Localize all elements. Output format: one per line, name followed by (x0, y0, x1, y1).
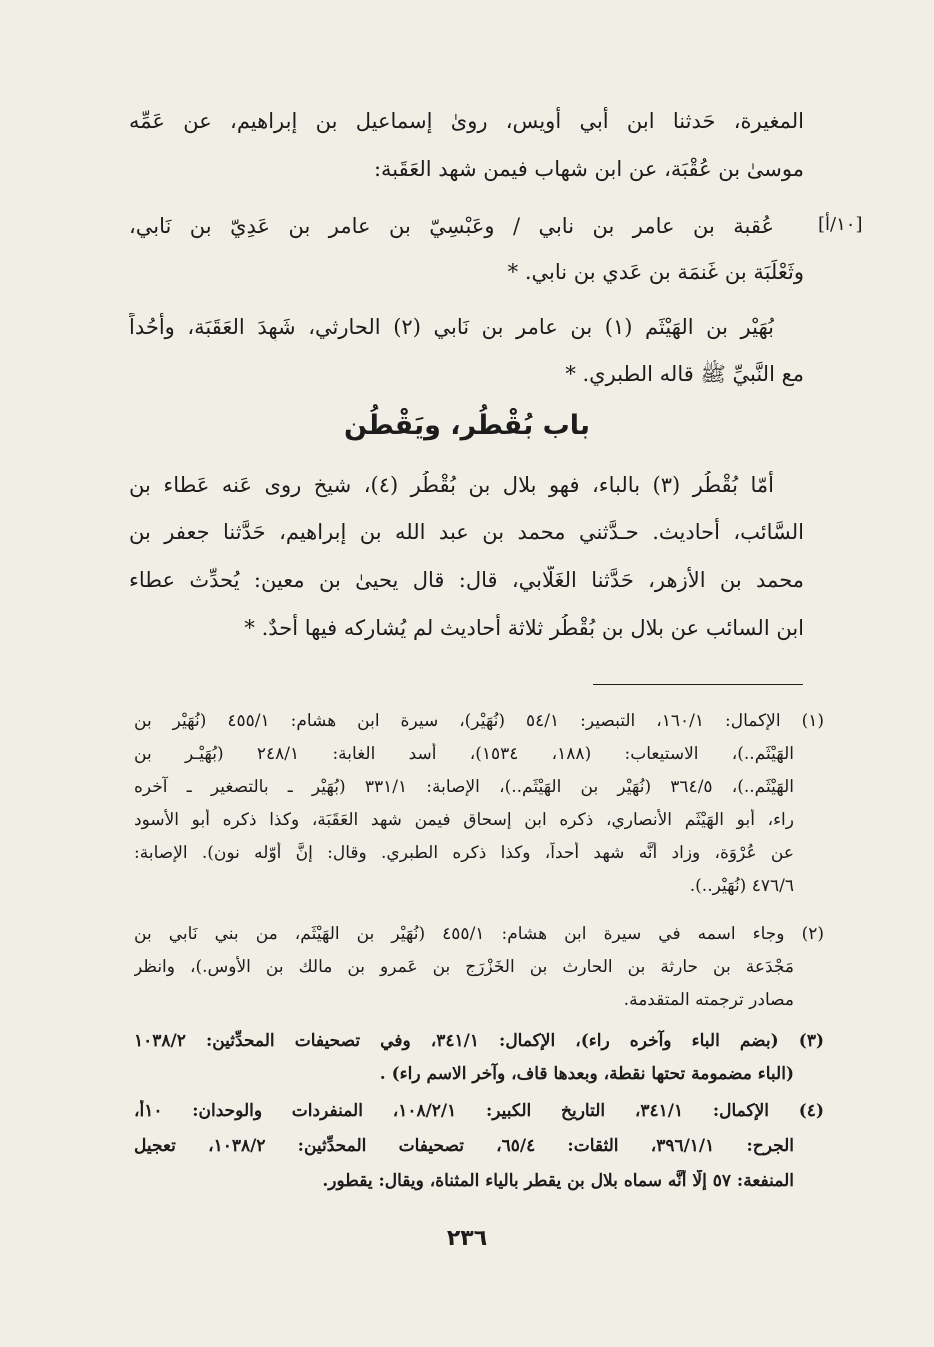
footnote-line: (٤) الإكمال: ٣٤١/١، التاريخ الكبير: ١٠٨/٢/١، المنفردات والوحدان: ١٠أ، (134, 1101, 824, 1121)
footnote-line: الهَيْثَم..)، الاستيعاب: (١٨٨، ١٥٣٤)، أسد الغابة: ٢٤٨/١ (بُهَيْـر بن (134, 744, 794, 764)
body-line: السَّائب، أحاديث. حـدَّثني محمد بن عبد الله بن إبراهيم، حَدَّثنا جعفر بن (129, 520, 804, 544)
footnote-line: مَجْدَعة بن حارثة بن الحارث بن الخَزْرَج بن عَمرو بن مالك بن الأوس.)، وانظر (134, 957, 794, 977)
footnote-line: مصادر ترجمته المتقدمة. (623, 990, 794, 1010)
body-line: المغيرة، حَدثنا ابن أبي أويس، روىٰ إسماعيل بن إبراهيم، عن عَمِّه (129, 109, 804, 133)
body-line: محمد بن الأزهر، حَدَّثنا الغَلَّابي، قال: قال يحيىٰ بن معين: يُحدِّث عطاء (129, 568, 804, 592)
footnote-line: (الباء مضمومة تحتها نقطة، وبعدها قاف، وآخر الاسم راء) . (379, 1064, 794, 1084)
body-line: عُقبة بن عامر بن نابي / وعَبْسِيّ بن عامر بن عَدِيّ بن نَابي، (129, 214, 774, 238)
margin-folio-note: [١٠/أ] (818, 214, 863, 235)
body-line: وثَعْلَبَة بن غَنمَة بن عَدي بن نابي. * (507, 260, 804, 284)
footnote-separator (593, 684, 803, 685)
body-line: أمّا بُقْطُر (٣) بالباء، فهو بلال بن بُقْطُر (٤)، شيخ روى عَنه عَطاء بن (129, 473, 774, 497)
footnote-line: (١) الإكمال: ١٦٠/١، التبصير: ٥٤/١ (نُهَيْر)، سيرة ابن هشام: ٤٥٥/١ (نُهَيْر بن (134, 711, 824, 731)
footnote-line: عن عُرْوَة، وزاد أنَّه شهد أُحداً، وكذا ذكره الطبري. وقال: إنَّ أوّله نون). الإصابة: (134, 843, 794, 863)
footnote-line: الجرح: ٣٩٦/١/١، الثقات: ٦٥/٤، تصحيفات المحدِّثين: ١٠٣٨/٢، تعجيل (134, 1136, 794, 1156)
footnote-line: الهَيْثَم..)، ٣٦٤/٥ (نُهَيْر بن الهَيْثَم..)، الإصابة: ٣٣١/١ (بُهَيْر ـ بالتصغير ـ آخره (134, 777, 794, 797)
footnote-line: ٤٧٦/٦ (نُهَيْر..). (689, 876, 794, 896)
footnote-line: (٣) (بضم الباء وآخره راء)، الإكمال: ٣٤١/١، وفي تصحيفات المحدِّثين: ١٠٣٨/٢ (134, 1031, 824, 1051)
body-line: بُهَيْر بن الهَيْثَم (١) بن عامر بن نَابي (٢) الحارثي، شَهِدَ العَقَبَة، وأُحُداً (129, 315, 774, 339)
footnote-line: راء، أبو الهَيْثَم الأنصاري، ذكره ابن إسحاق فيمن شهد العَقَبَة، وكذا ذكره أبو الأسود (134, 810, 794, 830)
page-number: ٢٣٦ (446, 1226, 488, 1251)
footnote-line: المنفعة: ٥٧ إلّا أنَّه سماه بلال بن يقطر بالياء المثناة، ويقال: يقطور. (322, 1171, 794, 1191)
footnote-line: (٢) وجاء اسمه في سيرة ابن هشام: ٤٥٥/١ (نُهَيْر بن الهَيْثَم، من بني نَابي بن (134, 924, 824, 944)
body-line: مع النَّبيِّ ﷺ قاله الطبري. * (565, 362, 804, 386)
body-line: ابن السائب عن بلال بن بُقْطُر ثلاثة أحاديث لم يُشاركه فيها أحدٌ. * (244, 616, 804, 640)
chapter-heading: باب بُقْطُر، ويَقْطُن (343, 410, 591, 441)
body-line: موسىٰ بن عُقْبَة، عن ابن شهاب فيمن شهد العَقَبة: (373, 157, 804, 181)
